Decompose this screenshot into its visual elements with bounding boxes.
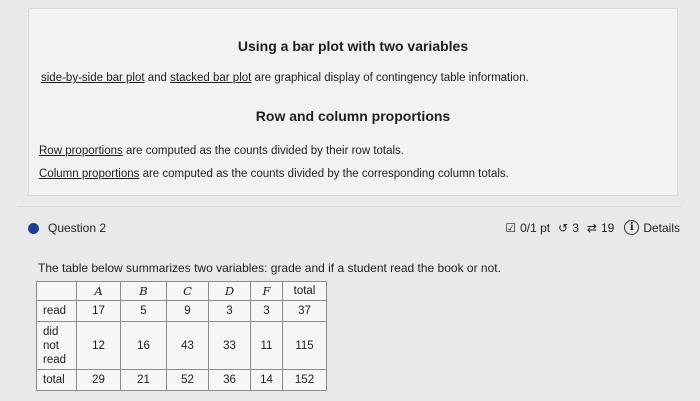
- table-cell: 3: [251, 301, 283, 322]
- table-cell: 9: [167, 301, 209, 322]
- row-proportions-link[interactable]: Row proportions: [39, 145, 123, 157]
- table-cell: 29: [77, 370, 121, 391]
- table-cell: 36: [209, 370, 251, 391]
- bar-plot-desc: are graphical display of contingency table information.: [254, 72, 529, 84]
- header-cell: B: [121, 282, 167, 301]
- table-row: [37, 370, 327, 391]
- repeat-icon: ⇄: [586, 220, 597, 235]
- retries-count: 3: [572, 220, 579, 235]
- row-label: total: [37, 370, 77, 391]
- column-proportions-desc: are computed as the counts divided by the corresponding column totals.: [142, 168, 509, 180]
- table-cell: 14: [251, 370, 283, 391]
- table-cell: 52: [167, 370, 209, 391]
- info-title: Using a bar plot with two variables: [237, 38, 469, 54]
- info-subtitle: Row and column proportions: [255, 108, 451, 124]
- divider: [18, 206, 682, 207]
- attempts-count: 19: [600, 220, 615, 235]
- undo-icon: ↺: [558, 220, 569, 235]
- table-cell: 115: [283, 322, 327, 370]
- contingency-table: [36, 281, 327, 391]
- score-text: 0/1 pt: [520, 220, 551, 235]
- table-header-row: [37, 282, 327, 301]
- row-label: [37, 322, 77, 370]
- checkbox-pencil-icon: ☑: [505, 220, 517, 235]
- header-cell: [37, 282, 77, 301]
- question-meta: [505, 220, 680, 235]
- details-button[interactable]: Details: [643, 220, 680, 235]
- stacked-bar-link[interactable]: stacked bar plot: [170, 72, 252, 84]
- row-label-line: not: [43, 339, 59, 352]
- header-cell: C: [167, 282, 209, 301]
- question-header: [22, 219, 682, 239]
- info-panel: [28, 8, 678, 196]
- column-proportions-link[interactable]: Column proportions: [39, 168, 140, 180]
- table-cell: 33: [209, 322, 251, 370]
- question-prompt: The table below summarizes two variables: grade and if a student read the book or not.: [38, 261, 501, 275]
- table-cell: 11: [251, 322, 283, 370]
- table-cell: 152: [283, 370, 327, 391]
- row-proportions-desc: are computed as the counts divided by their row totals.: [125, 145, 405, 157]
- header-cell: A: [77, 282, 121, 301]
- info-icon[interactable]: i: [624, 220, 639, 235]
- row-proportion-line: [39, 145, 404, 157]
- question-status-dot: [28, 223, 39, 234]
- table-row: [37, 301, 327, 322]
- table-cell: 37: [283, 301, 327, 322]
- and-text: and: [147, 72, 167, 84]
- header-cell: D: [209, 282, 251, 301]
- row-label-line: read: [43, 353, 67, 366]
- table-cell: 12: [77, 322, 121, 370]
- table-row: [37, 322, 327, 370]
- table-cell: 17: [77, 301, 121, 322]
- side-by-side-link[interactable]: side-by-side bar plot: [41, 72, 145, 84]
- table-cell: 21: [121, 370, 167, 391]
- table-cell: 43: [167, 322, 209, 370]
- row-label-line: did: [43, 325, 59, 338]
- row-label: read: [37, 301, 77, 322]
- column-proportion-line: [39, 168, 509, 180]
- table-cell: 5: [121, 301, 167, 322]
- header-cell: total: [283, 282, 327, 301]
- bar-plot-line: [41, 72, 529, 84]
- table-cell: 3: [209, 301, 251, 322]
- table-cell: 16: [121, 322, 167, 370]
- header-cell: F: [251, 282, 283, 301]
- question-title: Question 2: [48, 221, 107, 235]
